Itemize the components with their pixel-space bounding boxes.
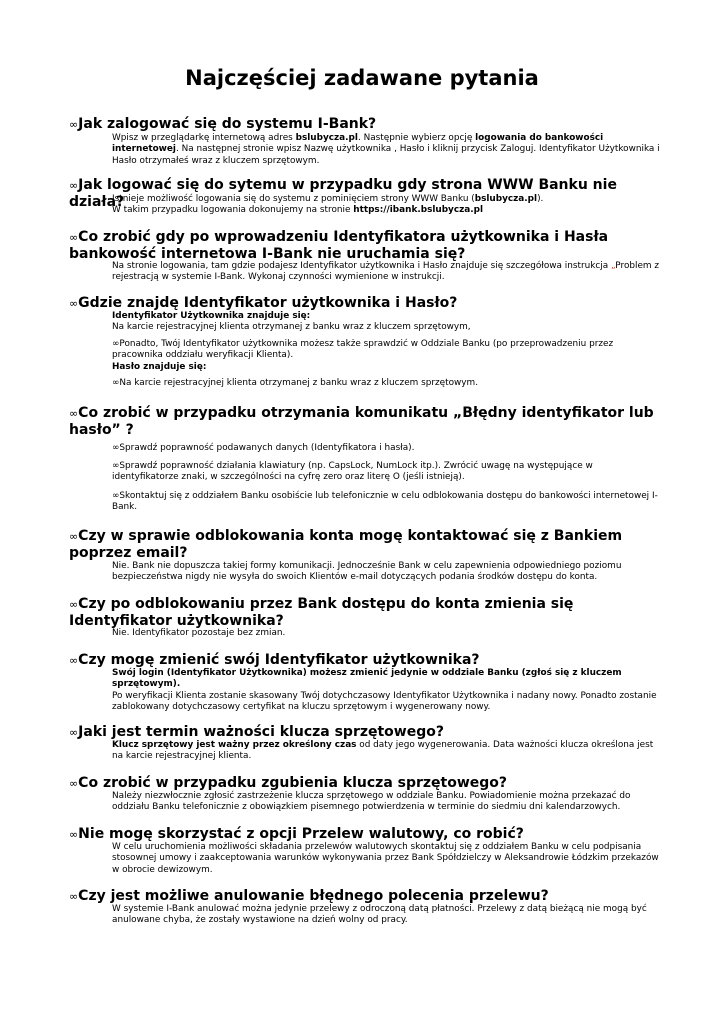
bullet-icon: ∞ — [69, 726, 79, 739]
bullet-icon: ∞ — [112, 443, 120, 453]
bullet-icon: ∞ — [69, 179, 79, 192]
faq-answer-10: Należy niezwłocznie zgłosić zastrzeżenie klucza sprzętowego w oddziale Banku. Powiadomienie można przekazać do oddziału Banku telefonicznie z obowiązkiem pisemnego potwierdzenia w terminie do siedmiu dni kalendarzowych. — [112, 791, 631, 813]
faq-answer-5-item-1: ∞Sprawdź poprawność podawanych danych (Identyfikatora i hasła). — [112, 443, 415, 453]
faq-question-7: ∞Czy po odblokowaniu przez Bank dostępu do konta zmienia się Identyfikator użytkownika? — [69, 596, 574, 629]
faq-answer-4-heading-2: Hasło znajduje się: — [112, 362, 207, 372]
faq-answer-4-heading-1: Identyfikator Użytkownika znajduje się: — [112, 311, 311, 321]
bullet-icon: ∞ — [69, 654, 79, 667]
bullet-icon: ∞ — [112, 339, 120, 349]
faq-answer-4-item-1: Na karcie rejestracyjnej klienta otrzymanej z banku wraz z kluczem sprzętowym, — [112, 322, 471, 332]
faq-question-9: ∞Jaki jest termin ważności klucza sprzętowego? — [69, 724, 444, 740]
ibank-url-link[interactable]: https://ibank.bslubycza.pl — [353, 205, 484, 216]
faq-answer-12: W systemie I-Bank anulować można jedynie przelewy z odroczoną datą płatności. Przelewy z datą bieżącą nie mogą być anulowane chyba, że zostały wystawione na dzień wolny od pracy. — [112, 904, 647, 926]
bullet-icon: ∞ — [69, 118, 79, 131]
faq-answer-11: W celu uruchomienia możliwości składania przelewów walutowych skontaktuj się z oddziałem Banku w celu podpisania stosownej umowy i zaakceptowania warunków wykonywania przez Bank Spółdzielczy w Aleksandrowie Łódzkim przekazów w obrocie dewizowym. — [112, 842, 659, 875]
faq-question-6: ∞Czy w sprawie odblokowania konta mogę kontaktować się z Bankiem poprzez email? — [69, 528, 623, 561]
faq-answer-2: Istnieje możliwość logowania się do systemu z pominięciem strony WWW Banku (bslubycza.pl). W takim przypadku logowania dokonujemy na stronie https://ibank.bslubycza.pl — [112, 194, 544, 216]
faq-answer-8: Swój login (Identyfikator Użytkownika) możesz zmienić jedynie w oddziale Banku (zgłoś się z kluczem sprzętowym). Po weryfikacji Klienta zostanie skasowany Twój dotychczasowy Identyfikator Użytkownika i nadany nowy. Ponadto zostanie zablokowany dotychczasowy certyfikat na kluczu sprzętowym i wygenerowany nowy. — [112, 668, 657, 712]
bullet-icon: ∞ — [112, 378, 120, 388]
faq-answer-4-item-3: ∞Na karcie rejestracyjnej klienta otrzymanej z banku wraz z kluczem sprzętowym. — [112, 378, 479, 388]
faq-question-11: ∞Nie mogę skorzystać z opcji Przelew walutowy, co robić? — [69, 826, 524, 842]
bullet-icon: ∞ — [69, 828, 79, 841]
bullet-icon: ∞ — [69, 231, 79, 244]
faq-answer-6: Nie. Bank nie dopuszcza takiej formy komunikacji. Jednocześnie Bank w celu zapewnienia odpowiedniego poziomu bezpieczeństwa nigdy nie wysyła do swoich Klientów e-mail dotyczących podania środków dostępu do konta. — [112, 561, 622, 583]
faq-question-1: ∞Jak zalogować się do systemu I-Bank? — [69, 116, 377, 132]
faq-question-2: ∞Jak logować się do sytemu w przypadku gdy strona WWW Banku nie działa? — [69, 177, 617, 210]
bullet-icon: ∞ — [69, 777, 79, 790]
faq-answer-1: Wpisz w przeglądarkę internetową adres bslubycza.pl. Następnie wybierz opcję logowania do bankowości internetowej. Na następnej stronie wpisz Nazwę użytkownika , Hasło i kliknij przycisk Zaloguj. Identyfikator Użytkownika i Hasło otrzymałeś wraz z kluczem sprzętowym. — [112, 133, 660, 166]
faq-answer-3: Na stronie logowania, tam gdzie podajesz Identyfikator użytkownika i Hasło znajduje się szczegółowa instrukcja „Problem z rejestracją w systemie I-Bank. Wykonaj czynności wymienione w instrukcji. — [112, 261, 660, 283]
faq-question-12: ∞Czy jest możliwe anulowanie błędnego polecenia przelewu? — [69, 888, 549, 904]
bullet-icon: ∞ — [69, 598, 79, 611]
bullet-icon: ∞ — [69, 890, 79, 903]
faq-answer-5-item-3: ∞Skontaktuj się z oddziałem Banku osobiście lub telefonicznie w celu odblokowania dostępu do bankowości internetowej I-Bank. — [112, 491, 658, 513]
bullet-icon: ∞ — [112, 491, 120, 501]
faq-answer-5-item-2: ∞Sprawdź poprawność działania klawiatury (np. CapsLock, NumLock itp.). Zwrócić uwagę na występujące w identyfikatorze znaki, w szczególności na cyfrę zero oraz literę O (jeśli istnieją). — [112, 461, 593, 483]
faq-question-3: ∞Co zrobić gdy po wprowadzeniu Identyfikatora użytkownika i Hasła bankowość internetowa I-Bank nie uruchamia się? — [69, 229, 609, 262]
faq-answer-7: Nie. Identyfikator pozostaje bez zmian. — [112, 628, 286, 638]
bullet-icon: ∞ — [69, 530, 79, 543]
faq-answer-4-item-2: ∞Ponadto, Twój Identyfikator użytkownika możesz także sprawdzić w Oddziale Banku (po przeprowadzeniu przez pracownika oddziału weryfikacji Klienta). — [112, 339, 614, 361]
bullet-icon: ∞ — [69, 297, 79, 310]
faq-question-5: ∞Co zrobić w przypadku otrzymania komunikatu „Błędny identyfikator lub hasło” ? — [69, 405, 654, 438]
faq-answer-9: Klucz sprzętowy jest ważny przez określony czas od daty jego wygenerowania. Data ważności klucza określona jest na karcie rejestracyjnej klienta. — [112, 740, 654, 762]
bullet-icon: ∞ — [69, 407, 79, 420]
faq-question-10: ∞Co zrobić w przypadku zgubienia klucza sprzętowego? — [69, 775, 508, 791]
faq-question-8: ∞Czy mogę zmienić swój Identyfikator użytkownika? — [69, 652, 480, 668]
page-title: Najczęściej zadawane pytania — [185, 66, 539, 90]
faq-question-4: ∞Gdzie znajdę Identyfikator użytkownika i Hasło? — [69, 295, 458, 311]
bullet-icon: ∞ — [112, 461, 120, 471]
